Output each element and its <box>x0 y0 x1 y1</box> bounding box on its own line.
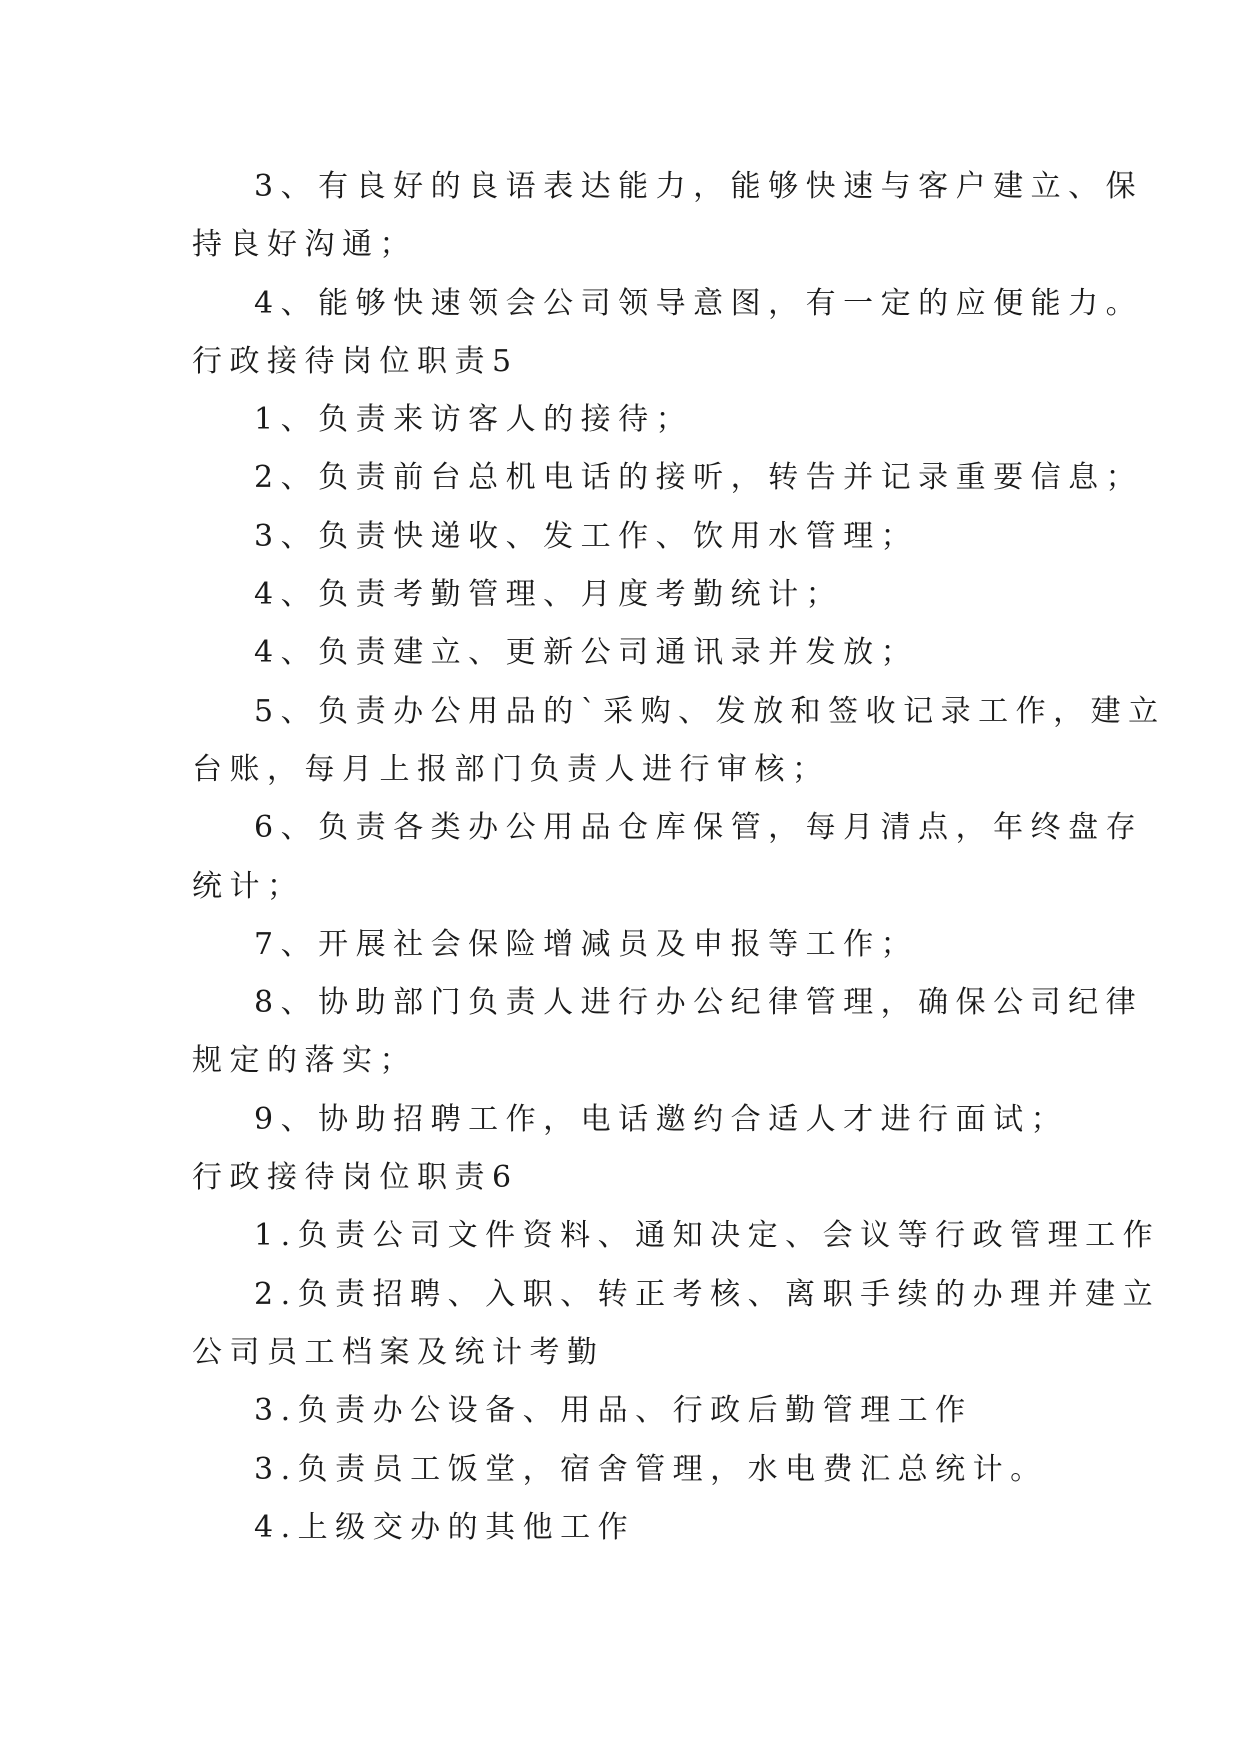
text-line: 4、负责考勤管理、月度考勤统计； <box>254 577 844 613</box>
text-line: 3.负责办公设备、用品、行政后勤管理工作 <box>254 1393 973 1429</box>
text-line: 6、负责各类办公用品仓库保管，每月清点，年终盘存 <box>254 810 1144 846</box>
text-line: 规定的落实； <box>192 1043 417 1079</box>
text-line: 3、负责快递收、发工作、饮用水管理； <box>254 518 919 554</box>
text-line: 1、负责来访客人的接待； <box>254 402 694 438</box>
text-line: 4、负责建立、更新公司通讯录并发放； <box>254 635 919 671</box>
text-line: 统计； <box>192 868 305 904</box>
text-line: 5、负责办公用品的`采购、发放和签收记录工作，建立 <box>254 693 1166 729</box>
section-heading: 行政接待岗位职责6 <box>192 1160 519 1196</box>
text-line: 1.负责公司文件资料、通知决定、会议等行政管理工作 <box>254 1218 1161 1254</box>
text-line: 2.负责招聘、入职、转正考核、离职手续的办理并建立 <box>254 1276 1161 1312</box>
text-line: 持良好沟通； <box>192 227 417 263</box>
text-line: 2、负责前台总机电话的接听，转告并记录重要信息； <box>254 460 1144 496</box>
text-line: 公司员工档案及统计考勤 <box>192 1334 605 1370</box>
text-line: 9、协助招聘工作，电话邀约合适人才进行面试； <box>254 1101 1069 1137</box>
text-line: 3.负责员工饭堂，宿舍管理，水电费汇总统计。 <box>254 1451 1048 1487</box>
section-heading: 行政接待岗位职责5 <box>192 343 519 379</box>
text-line: 8、协助部门负责人进行办公纪律管理，确保公司纪律 <box>254 985 1144 1021</box>
text-line: 7、开展社会保险增减员及申报等工作； <box>254 926 919 962</box>
text-line: 台账，每月上报部门负责人进行审核； <box>192 751 830 787</box>
text-line: 3、有良好的良语表达能力，能够快速与客户建立、保 <box>254 169 1144 204</box>
text-line: 4、能够快速领会公司领导意图，有一定的应便能力。 <box>254 285 1144 321</box>
document-body <box>192 158 1166 1557</box>
text-line: 4.上级交办的其他工作 <box>254 1509 636 1545</box>
